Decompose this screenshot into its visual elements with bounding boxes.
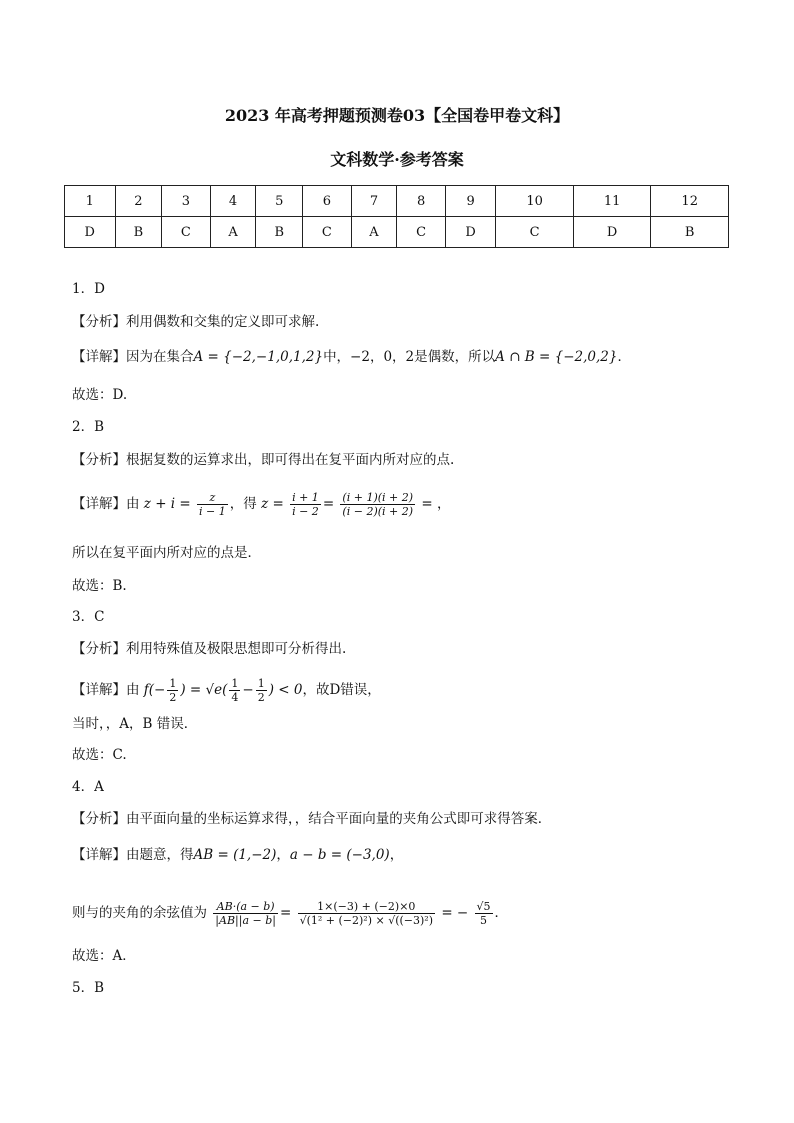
question-number-cell: 6	[303, 186, 351, 217]
q4-analysis	[72, 810, 551, 828]
fraction	[213, 900, 278, 927]
fraction-denominator: 5	[480, 914, 488, 927]
q4-cosine: 则与的夹角的余弦值为 $\frac{AB\cdot(a - b)}{|AB||a - b|}$ = $\frac{1\times(-3) + (-2)\times 0}{\text{√(1² + (−2)²) × √((−3)²)}}$ = − $\frac{√5}{5}$ ．	[72, 900, 509, 927]
detail-text: 则与的夹角的余弦值为	[72, 905, 207, 921]
set-a-formula: A = {−2,−1,0,1,2}	[193, 349, 324, 365]
question-number-cell: 8	[397, 186, 445, 217]
answer-table	[64, 185, 729, 248]
question-number-cell: 3	[162, 186, 210, 217]
answer-cell: A	[210, 217, 256, 248]
punctuation: ．	[494, 905, 509, 921]
question-number-cell: 11	[573, 186, 651, 217]
fraction-numerator: 1	[169, 677, 177, 690]
fraction-denominator: i − 2	[292, 505, 319, 518]
fraction-numerator: 1×(−3) + (−2)×0	[298, 900, 435, 914]
question-number-cell: 5	[256, 186, 303, 217]
question-number-cell: 7	[351, 186, 397, 217]
fraction-numerator: (i + 1)(i + 2)	[342, 491, 414, 504]
answer-cell: D	[573, 217, 651, 248]
function-left: f(−	[143, 682, 166, 698]
q3-analysis	[72, 640, 346, 658]
equation-left: z + i =	[143, 496, 191, 512]
fraction	[298, 900, 435, 927]
q1-choose: 故选：D.	[72, 387, 128, 403]
analysis-text: 根据复数的运算求出，即可得出在复平面内所对应的点.	[126, 452, 455, 468]
fraction	[340, 491, 415, 518]
detail-text: ，得	[229, 496, 257, 512]
question-number-cell: 10	[496, 186, 574, 217]
equals-negative: = −	[441, 905, 469, 921]
question-number-cell: 12	[651, 186, 729, 217]
detail-text: ，故D错误，	[302, 682, 381, 698]
detail-tag: 【详解】	[72, 682, 126, 698]
detail-text: 由	[126, 496, 140, 512]
detail-text: 由题意，得	[126, 847, 194, 863]
fraction-numerator: √5	[476, 900, 491, 913]
q3-detail	[72, 677, 381, 704]
fraction	[229, 677, 240, 704]
function-end: ) < 0	[268, 682, 303, 698]
analysis-text: 由平面向量的坐标运算求得，，结合平面向量的夹角公式即可求得答案．	[126, 811, 552, 827]
fraction-denominator: i − 1	[199, 505, 226, 518]
punctuation: ，	[389, 847, 404, 863]
answer-table-answer-row	[65, 217, 729, 248]
fraction	[256, 677, 267, 704]
fraction-denominator: 4	[231, 691, 239, 704]
question-number-cell: 9	[445, 186, 496, 217]
answer-cell: C	[496, 217, 574, 248]
page-subtitle: 文科数学·参考答案	[330, 150, 464, 169]
analysis-text: 利用偶数和交集的定义即可求解.	[126, 314, 320, 330]
q1-analysis	[72, 313, 319, 331]
punctuation: ．	[617, 349, 631, 365]
q2-analysis	[72, 451, 454, 469]
detail-tag: 【详解】	[72, 349, 126, 365]
q1-heading: 1．D	[72, 281, 105, 297]
vector-ab-formula: AB = (1,−2)	[193, 847, 277, 863]
q3-choose: 故选：C.	[72, 747, 127, 763]
question-number-cell: 1	[65, 186, 116, 217]
equation-left: z =	[261, 496, 284, 512]
analysis-tag: 【分析】	[72, 811, 126, 827]
question-number-cell: 4	[210, 186, 256, 217]
q2-detail: 【详解】由 z + i = $\frac{z}{i - 1}$ ，得 z = $\frac{i + 1}{i - 2}$ = $\frac{(i + 1)(i + 2)}{(i - 2)(i + 2)}$ = ，	[72, 491, 451, 518]
q4-choose: 故选：A．	[72, 948, 136, 964]
minus-sign: −	[242, 682, 254, 698]
equation-tail: = ，	[421, 496, 451, 512]
q1-detail	[72, 348, 631, 366]
fraction-denominator: 2	[257, 691, 265, 704]
analysis-tag: 【分析】	[72, 452, 126, 468]
fraction-denominator: √(1² + (−2)²) × √((−3)²)	[299, 914, 434, 927]
fraction	[167, 677, 178, 704]
fraction-numerator: 1	[231, 677, 239, 690]
fraction-denominator: |AB||a − b|	[215, 914, 276, 927]
answer-cell: B	[115, 217, 162, 248]
q2-line2: 所以在复平面内所对应的点是．	[72, 545, 261, 561]
answer-table-number-row	[65, 186, 729, 217]
answer-cell: B	[256, 217, 303, 248]
q4-detail	[72, 846, 403, 864]
detail-tag: 【详解】	[72, 496, 126, 512]
fraction-denominator: (i − 2)(i + 2)	[342, 505, 414, 518]
answer-cell: D	[65, 217, 116, 248]
page-title: 2023 年高考押题预测卷03【全国卷甲卷文科】	[224, 106, 570, 125]
answer-cell: D	[445, 217, 496, 248]
analysis-text: 利用特殊值及极限思想即可分析得出.	[126, 641, 347, 657]
q2-choose: 故选：B.	[72, 578, 127, 594]
punctuation: ，	[276, 847, 290, 863]
answer-cell: C	[162, 217, 210, 248]
function-middle: ) = √e(	[180, 682, 228, 698]
q3-heading: 3．C	[72, 609, 105, 625]
question-number-cell: 2	[115, 186, 162, 217]
vector-difference-formula: a − b = (−3,0)	[289, 847, 390, 863]
q3-line2: 当时，，A，B 错误．	[72, 716, 198, 732]
answer-cell: C	[303, 217, 351, 248]
answer-cell: A	[351, 217, 397, 248]
fraction	[290, 491, 321, 518]
answer-cell: B	[651, 217, 729, 248]
fraction	[197, 491, 228, 518]
fraction	[475, 900, 493, 927]
analysis-tag: 【分析】	[72, 314, 126, 330]
fraction-numerator: 1	[257, 677, 265, 690]
fraction-numerator: i + 1	[292, 491, 319, 504]
q4-heading: 4．A	[72, 779, 104, 795]
detail-tag: 【详解】	[72, 847, 126, 863]
fraction-numerator: z	[197, 491, 228, 505]
analysis-tag: 【分析】	[72, 641, 126, 657]
q5-heading: 5．B	[72, 980, 105, 996]
intersection-formula: A ∩ B = {−2,0,2}	[495, 349, 618, 365]
fraction-numerator: AB·(a − b)	[213, 900, 278, 914]
fraction-denominator: 2	[169, 691, 177, 704]
detail-text: 中，−2，0，2是偶数，所以	[323, 349, 496, 365]
detail-text: 因为在集合	[126, 349, 194, 365]
answer-cell: C	[397, 217, 445, 248]
detail-text: 由	[126, 682, 140, 698]
q2-heading: 2．B	[72, 419, 105, 435]
